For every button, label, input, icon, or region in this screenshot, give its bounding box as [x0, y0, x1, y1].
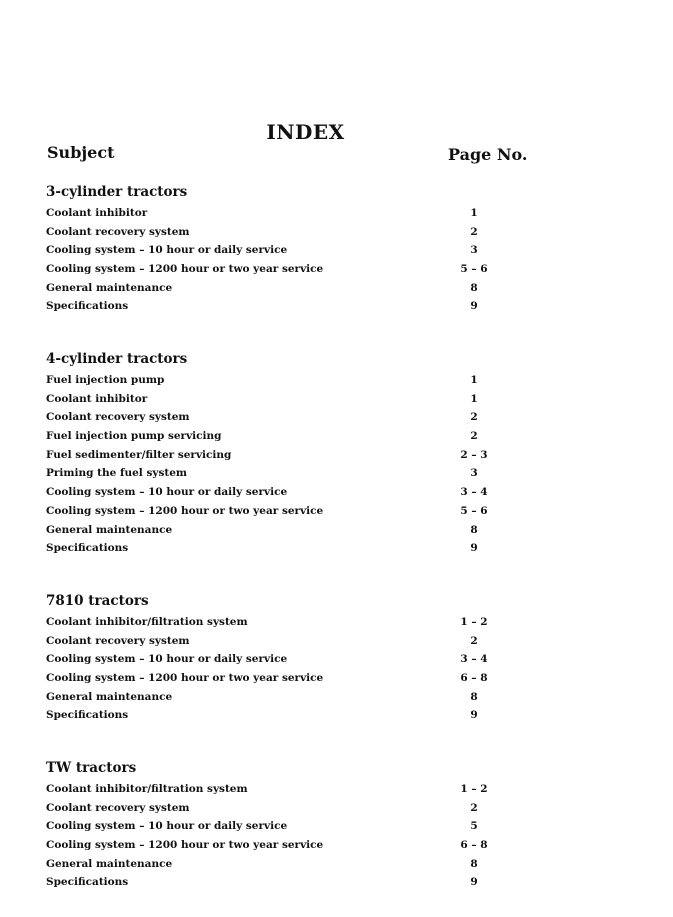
entry-page-number: 2 — [470, 225, 478, 238]
section-title: 7810 tractors — [46, 593, 149, 609]
subject-column-header: Subject — [47, 143, 115, 162]
entry-subject: Cooling system – 1200 hour or two year service — [46, 839, 324, 852]
index-entry — [0, 541, 673, 560]
entry-page-number: 1 — [470, 207, 478, 219]
entry-page-number: 8 — [470, 523, 478, 536]
index-entry — [0, 875, 673, 894]
entry-subject: Coolant inhibitor — [46, 392, 148, 405]
entry-subject: Priming the fuel system — [46, 467, 188, 480]
entry-page-number: 8 — [470, 857, 478, 870]
entry-subject: Coolant recovery system — [46, 225, 190, 238]
entry-list — [0, 373, 673, 560]
index-entry — [0, 523, 673, 542]
entry-subject: Cooling system – 1200 hour or two year service — [46, 672, 324, 685]
entry-page-number: 3 – 4 — [460, 486, 488, 499]
index-entry — [0, 838, 673, 857]
entry-subject: Coolant inhibitor — [46, 207, 148, 219]
entry-subject: Cooling system – 1200 hour or two year service — [46, 504, 324, 517]
index-entry — [0, 373, 673, 392]
section-title: 3-cylinder tractors — [46, 184, 188, 200]
entry-subject: Fuel injection pump — [46, 374, 165, 386]
entry-page-number: 2 — [470, 801, 478, 814]
entry-page-number: 6 – 8 — [460, 672, 488, 685]
entry-subject: Cooling system – 10 hour or daily service — [46, 486, 288, 499]
entry-page-number: 1 – 2 — [460, 616, 488, 628]
entry-list — [0, 206, 673, 318]
entry-page-number: 1 — [470, 374, 478, 386]
index-entry — [0, 392, 673, 411]
index-entry — [0, 299, 673, 318]
entry-subject: Coolant recovery system — [46, 634, 190, 647]
entry-page-number: 2 — [470, 430, 478, 443]
entry-page-number: 9 — [470, 300, 478, 313]
entry-page-number: 1 — [470, 392, 478, 405]
entry-subject: Fuel injection pump servicing — [46, 430, 222, 443]
entry-page-number: 5 — [470, 820, 478, 833]
entry-subject: Cooling system – 1200 hour or two year service — [46, 263, 324, 276]
index-entry — [0, 671, 673, 690]
index-entry — [0, 429, 673, 448]
entry-subject: Cooling system – 10 hour or daily service — [46, 653, 288, 666]
index-entry — [0, 243, 673, 262]
index-entry — [0, 801, 673, 820]
entry-subject: Fuel sedimenter/filter servicing — [46, 448, 232, 461]
index-entry — [0, 819, 673, 838]
entry-subject: Coolant inhibitor/filtration system — [46, 783, 248, 795]
section-title: 4-cylinder tractors — [46, 351, 188, 367]
entry-subject: Coolant inhibitor/filtration system — [46, 616, 248, 628]
index-entry — [0, 615, 673, 634]
entry-subject: Coolant recovery system — [46, 411, 190, 424]
page-title: INDEX — [266, 120, 345, 144]
index-entry — [0, 262, 673, 281]
entry-page-number: 2 – 3 — [460, 448, 488, 461]
entry-subject: Cooling system – 10 hour or daily service — [46, 820, 288, 833]
index-entry — [0, 448, 673, 467]
entry-subject: General maintenance — [46, 523, 173, 536]
entry-page-number: 6 – 8 — [460, 839, 488, 852]
index-entry — [0, 206, 673, 225]
index-entry — [0, 225, 673, 244]
entry-page-number: 8 — [470, 690, 478, 703]
entry-subject: General maintenance — [46, 690, 173, 703]
entry-page-number: 3 – 4 — [460, 653, 488, 666]
index-entry — [0, 690, 673, 709]
entry-subject: Specifications — [46, 300, 129, 313]
entry-list — [0, 615, 673, 727]
entry-page-number: 9 — [470, 542, 478, 555]
index-entry — [0, 504, 673, 523]
index-entry — [0, 708, 673, 727]
index-entry — [0, 281, 673, 300]
entry-page-number: 3 — [470, 467, 478, 480]
entry-page-number: 9 — [470, 876, 478, 889]
page-no-column-header: Page No. — [448, 145, 528, 164]
entry-subject: Coolant recovery system — [46, 801, 190, 814]
index-entry — [0, 652, 673, 671]
entry-subject: Specifications — [46, 876, 129, 889]
section-title: TW tractors — [46, 760, 137, 776]
entry-subject: Specifications — [46, 542, 129, 555]
index-entry — [0, 634, 673, 653]
index-entry — [0, 466, 673, 485]
index-entry — [0, 410, 673, 429]
entry-page-number: 3 — [470, 244, 478, 257]
entry-page-number: 2 — [470, 634, 478, 647]
entry-subject: Cooling system – 10 hour or daily service — [46, 244, 288, 257]
index-entry — [0, 485, 673, 504]
entry-subject: Specifications — [46, 709, 129, 722]
entry-subject: General maintenance — [46, 857, 173, 870]
entry-page-number: 5 – 6 — [460, 504, 488, 517]
entry-page-number: 2 — [470, 411, 478, 424]
entry-page-number: 9 — [470, 709, 478, 722]
entry-page-number: 5 – 6 — [460, 263, 488, 276]
entry-list — [0, 782, 673, 894]
entry-page-number: 8 — [470, 281, 478, 294]
index-entry — [0, 857, 673, 876]
entry-page-number: 1 – 2 — [460, 783, 488, 795]
index-entry — [0, 782, 673, 801]
entry-subject: General maintenance — [46, 281, 173, 294]
